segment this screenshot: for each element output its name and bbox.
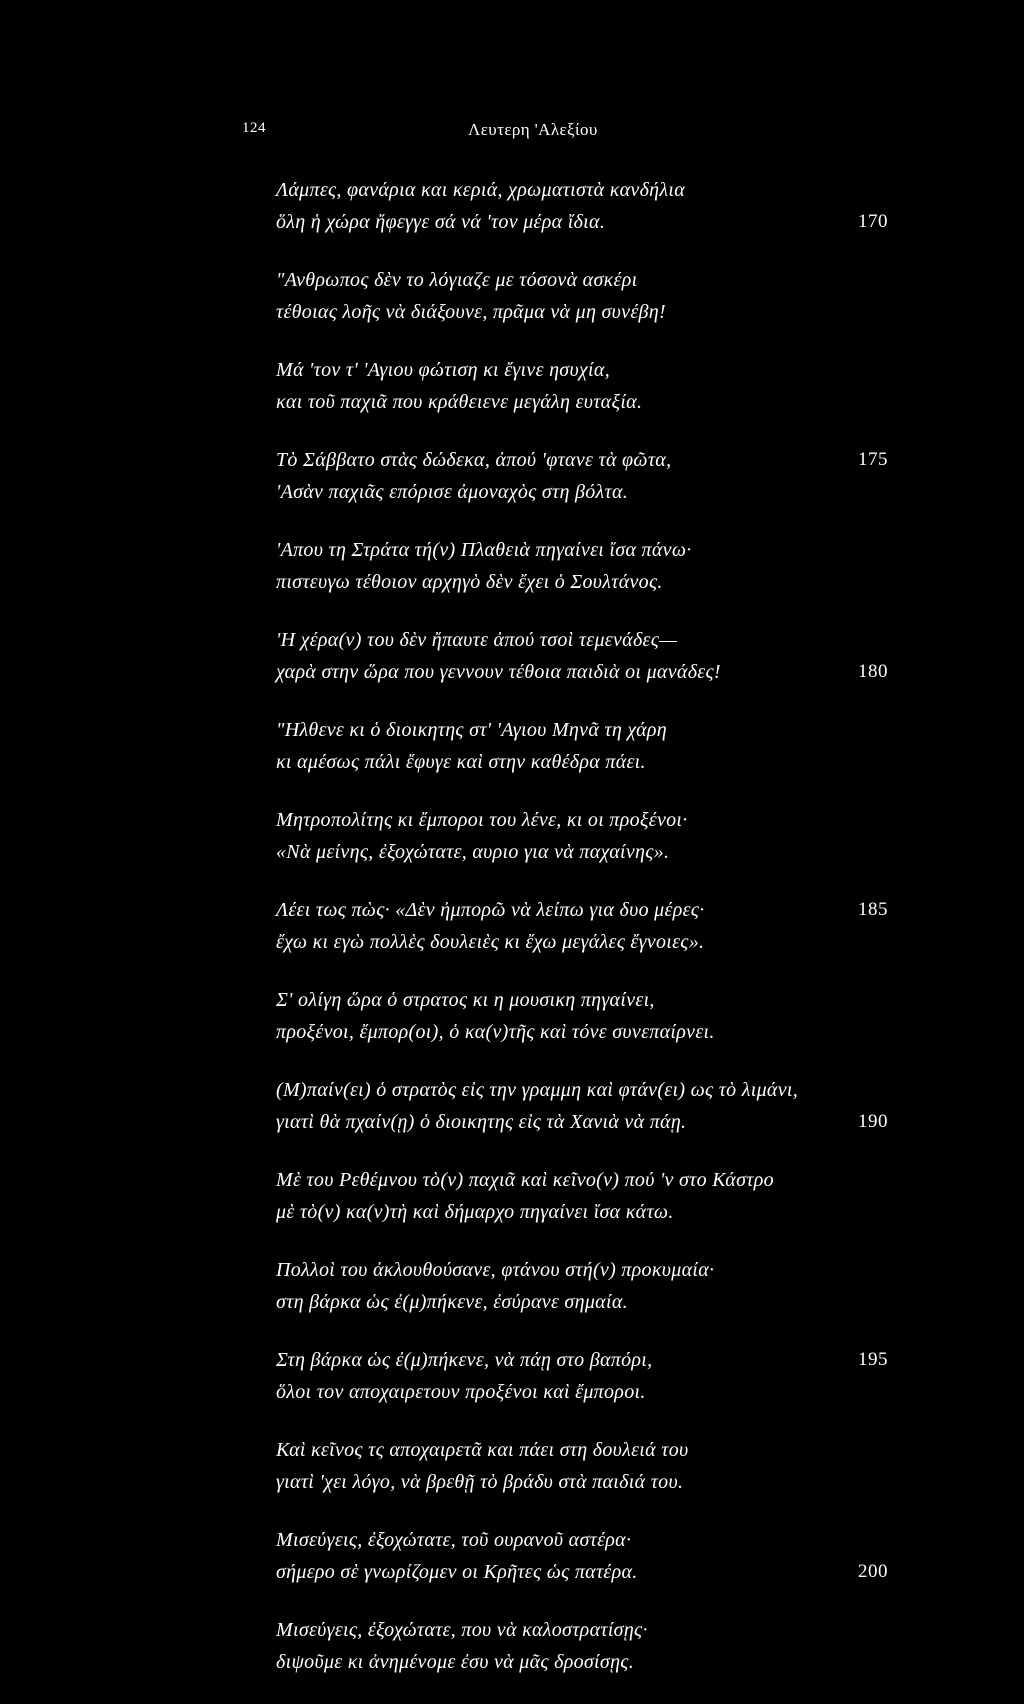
verse-line (276, 1106, 916, 1138)
verse-line (276, 804, 916, 836)
verse-line (276, 1376, 916, 1408)
verse-text: Στη βάρκα ὡς ἐ(μ)πήκενε, νὰ πάῃ στο βαπόρι, (276, 1349, 653, 1371)
verse-text: σήμερο σὲ γνωρίζομεν οι Κρῆτες ὡς πατέρα. (276, 1561, 638, 1583)
verse-line (276, 264, 916, 296)
verse-line (276, 836, 916, 868)
verse-text: Μὲ του Ρεθέμνου τὸ(ν) παχιᾶ καὶ κεῖνο(ν) πού 'ν στο Κάστρο (276, 1169, 774, 1191)
verse-text: (Μ)παίν(ει) ὁ στρατὸς εἰς την γραμμη καὶ φτάν(ει) ως τὸ λιμάνι, (276, 1079, 799, 1101)
verse-line (276, 1286, 916, 1318)
line-number: 170 (858, 211, 888, 232)
line-number: 180 (858, 661, 888, 682)
verse-text: γιατὶ 'χει λόγο, νὰ βρεθῇ τὸ βράδυ στὰ παιδιά του. (276, 1471, 684, 1493)
verse-text: «Νὰ μείνης, ἐξοχώτατε, αυριο για νὰ παχαίνης». (276, 841, 670, 863)
verse-text: Καὶ κεῖνος τς αποχαιρετᾶ και πάει στη δουλειά του (276, 1439, 689, 1461)
verse-text: και τοῦ παχιᾶ που κράθειενε μεγάλη ευταξία. (276, 391, 643, 413)
verse-line (276, 1016, 916, 1048)
verse-line (276, 1344, 916, 1376)
verse-line (276, 984, 916, 1016)
verse-line (276, 746, 916, 778)
line-number: 185 (858, 899, 888, 920)
verse-text: Μισεύγεις, ἐξοχώτατε, που νὰ καλοστρατίσῃς· (276, 1619, 648, 1641)
verse-line (276, 444, 916, 476)
stanza (276, 1254, 916, 1318)
verse-line (276, 894, 916, 926)
verse-line (276, 624, 916, 656)
verse-text: Λέει τως πὼς· «Δὲν ἠμπορῶ νὰ λείπω για δυο μέρες· (276, 899, 705, 921)
verse-line (276, 656, 916, 688)
running-title: Λευτερη 'Αλεξίου (468, 120, 598, 139)
verse-text: μὲ τὸ(ν) κα(ν)τὴ καὶ δήμαρχο πηγαίνει ἴσα κάτω. (276, 1201, 674, 1223)
verse-text: πιστευγω τέθοιον αρχηγὸ δὲν ἔχει ὁ Σουλτάνος. (276, 571, 663, 593)
verse-text: "Ηλθενε κι ὁ διοικητης στ' 'Αγιου Μηνᾶ τη χάρη (276, 719, 667, 741)
stanza (276, 444, 916, 508)
line-number: 200 (858, 1561, 888, 1582)
verse-line (276, 1556, 916, 1588)
verse-text: Μητροπολίτης κι ἔμποροι του λένε, κι οι προξένοι· (276, 809, 688, 831)
verse-line (276, 1164, 916, 1196)
verse-line (276, 1254, 916, 1286)
verse-line (276, 926, 916, 958)
verse-line (276, 1466, 916, 1498)
verse-text: ὅλοι τον αποχαιρετουν προξένοι καὶ ἔμποροι. (276, 1381, 646, 1403)
verse-text: κι αμέσως πάλι ἔφυγε καὶ στην καθέδρα πάει. (276, 751, 646, 773)
stanza (276, 1434, 916, 1498)
verse-line (276, 1614, 916, 1646)
stanza (276, 1524, 916, 1588)
stanza (276, 264, 916, 328)
verse-line (276, 296, 916, 328)
verse-text: Τὸ Σάββατο στὰς δώδεκα, ἀπού 'φτανε τὰ φῶτα, (276, 449, 672, 471)
stanza (276, 1074, 916, 1138)
verse-text: χαρὰ στην ὥρα που γεννουν τέθοια παιδιὰ οι μανάδες! (276, 661, 721, 683)
poem-body (276, 174, 916, 1704)
verse-text: Μισεύγεις, ἐξοχώτατε, τοῦ ουρανοῦ αστέρα· (276, 1529, 632, 1551)
stanza (276, 894, 916, 958)
verse-line (276, 206, 916, 238)
verse-text: Λάμπες, φανάρια και κεριά, χρωματιστὰ κανδήλια (276, 179, 686, 201)
verse-line (276, 566, 916, 598)
line-number: 190 (858, 1111, 888, 1132)
verse-text: Πολλοὶ του ἀκλουθούσανε, φτάνου στή(ν) προκυμαία· (276, 1259, 715, 1281)
stanza (276, 1164, 916, 1228)
verse-text: στη βάρκα ὡς ἐ(μ)πήκενε, ἐσύρανε σημαία. (276, 1291, 628, 1313)
stanza (276, 984, 916, 1048)
verse-text: ὅλη ἡ χώρα ἤφεγγε σά νά 'τον μέρα ἴδια. (276, 211, 606, 233)
stanza (276, 1344, 916, 1408)
stanza (276, 804, 916, 868)
verse-text: τέθοιας λοῆς νὰ διάξουνε, πρᾶμα νὰ μη συνέβη! (276, 301, 666, 323)
verse-line (276, 1524, 916, 1556)
stanza (276, 714, 916, 778)
verse-line (276, 386, 916, 418)
verse-text: Μά 'τον τ' 'Αγιου φώτιση κι ἔγινε ησυχία, (276, 359, 610, 381)
verse-text: 'Ασὰν παχιᾶς επόρισε ἀμοναχὸς στη βόλτα. (276, 481, 629, 503)
verse-text: "Ανθρωπος δὲν το λόγιαζε με τόσονὰ ασκέρι (276, 269, 638, 291)
verse-line (276, 534, 916, 566)
verse-line (276, 476, 916, 508)
verse-line (276, 1074, 916, 1106)
verse-line (276, 174, 916, 206)
stanza (276, 174, 916, 238)
verse-line (276, 354, 916, 386)
verse-text: 'Η χέρα(ν) του δὲν ἤπαυτε ἀπού τσοὶ τεμενάδες— (276, 629, 678, 651)
line-number: 175 (858, 449, 888, 470)
verse-text: 'Απου τη Στράτα τή(ν) Πλαθειὰ πηγαίνει ἴσα πάνω· (276, 539, 692, 561)
verse-text: γιατὶ θὰ πχαίν(ῃ) ὁ διοικητης εἰς τὰ Χανιὰ νὰ πάῃ. (276, 1111, 687, 1133)
stanza (276, 534, 916, 598)
verse-text: Σ' ολίγη ὥρα ὁ στρατος κι η μουσικη πηγαίνει, (276, 989, 655, 1011)
verse-line (276, 1646, 916, 1678)
page-number: 124 (242, 120, 266, 136)
verse-line (276, 714, 916, 746)
verse-text: ἔχω κι εγὼ πολλὲς δουλειὲς κι ἔχω μεγάλες ἔγνοιες». (276, 931, 705, 953)
stanza (276, 1614, 916, 1678)
line-number: 195 (858, 1349, 888, 1370)
stanza (276, 354, 916, 418)
verse-line (276, 1434, 916, 1466)
stanza (276, 624, 916, 688)
verse-text: προξένοι, ἔμπορ(οι), ὁ κα(ν)τῆς καὶ τόνε συνεπαίρνει. (276, 1021, 715, 1043)
verse-line (276, 1196, 916, 1228)
verse-text: διψοῦμε κι ἀνημένομε ἐσυ νὰ μᾶς δροσίσῃς. (276, 1651, 635, 1673)
